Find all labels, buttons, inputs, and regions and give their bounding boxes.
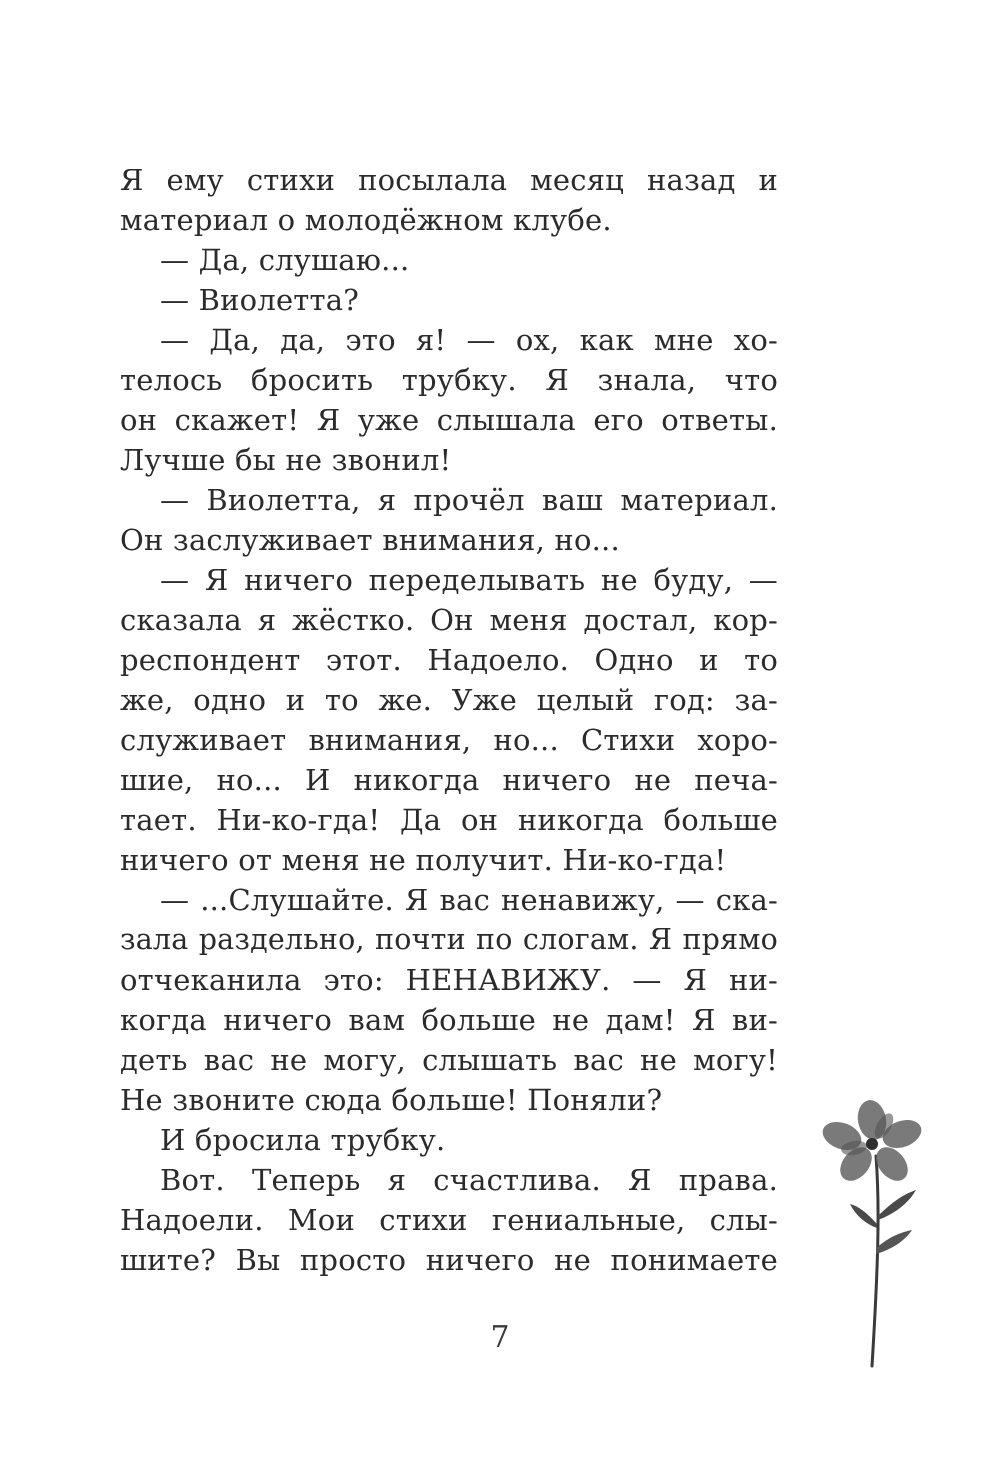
text-line: деть вас не могу, слышать вас не могу! <box>120 1043 778 1077</box>
text-line: — Да, слушаю... <box>160 243 410 277</box>
text-line: — Виолетта? <box>160 283 360 317</box>
text-line: тает. Ни-ко-гда! Да он никогда больше <box>120 803 778 837</box>
text-line: когда ничего вам больше не дам! Я ви- <box>120 1003 778 1037</box>
text-line: шие, но... И никогда ничего не печа- <box>120 763 778 797</box>
text-line: же, одно и то же. Уже целый год: за- <box>120 683 778 717</box>
text-line: материал о молодёжном клубе. <box>120 203 612 237</box>
text-line: — Да, да, это я! — ох, как мне хо- <box>160 323 778 357</box>
text-line: И бросила трубку. <box>160 1123 446 1157</box>
text-line: Надоели. Мои стихи гениальные, слы- <box>120 1203 778 1237</box>
text-line: Вот. Теперь я счастлива. Я права. <box>160 1163 778 1197</box>
page-number: 7 <box>490 1320 510 1355</box>
text-line: сказала я жёстко. Он меня достал, кор- <box>120 603 778 637</box>
text-line: респондент этот. Надоело. Одно и то <box>120 643 778 677</box>
text-line: шите? Вы просто ничего не понимаете <box>120 1243 778 1277</box>
text-line: Не звоните сюда больше! Поняли? <box>120 1083 663 1117</box>
text-line: — ...Слушайте. Я вас ненавижу, — ска- <box>160 883 778 917</box>
text-line: — Я ничего переделывать не буду, — <box>160 563 778 597</box>
body-text <box>120 160 778 1280</box>
text-line: зала раздельно, почти по слогам. Я прямо <box>120 923 778 956</box>
text-line: Он заслуживает внимания, но... <box>120 523 620 557</box>
text-line: Я ему стихи посылала месяц назад и <box>120 163 778 197</box>
text-line: ничего от меня не получит. Ни-ко-гда! <box>120 843 727 877</box>
text-line: отчеканила это: НЕНАВИЖУ. — Я ни- <box>120 963 778 997</box>
text-line: он скажет! Я уже слышала его ответы. <box>120 403 778 437</box>
text-line: Лучше бы не звонил! <box>120 443 452 477</box>
text-line: служивает внимания, но... Стихи хоро- <box>120 723 778 757</box>
flower-illustration-icon <box>820 1098 930 1368</box>
text-line: — Виолетта, я прочёл ваш материал. <box>160 483 778 517</box>
text-line: телось бросить трубку. Я знала, что <box>120 363 778 397</box>
